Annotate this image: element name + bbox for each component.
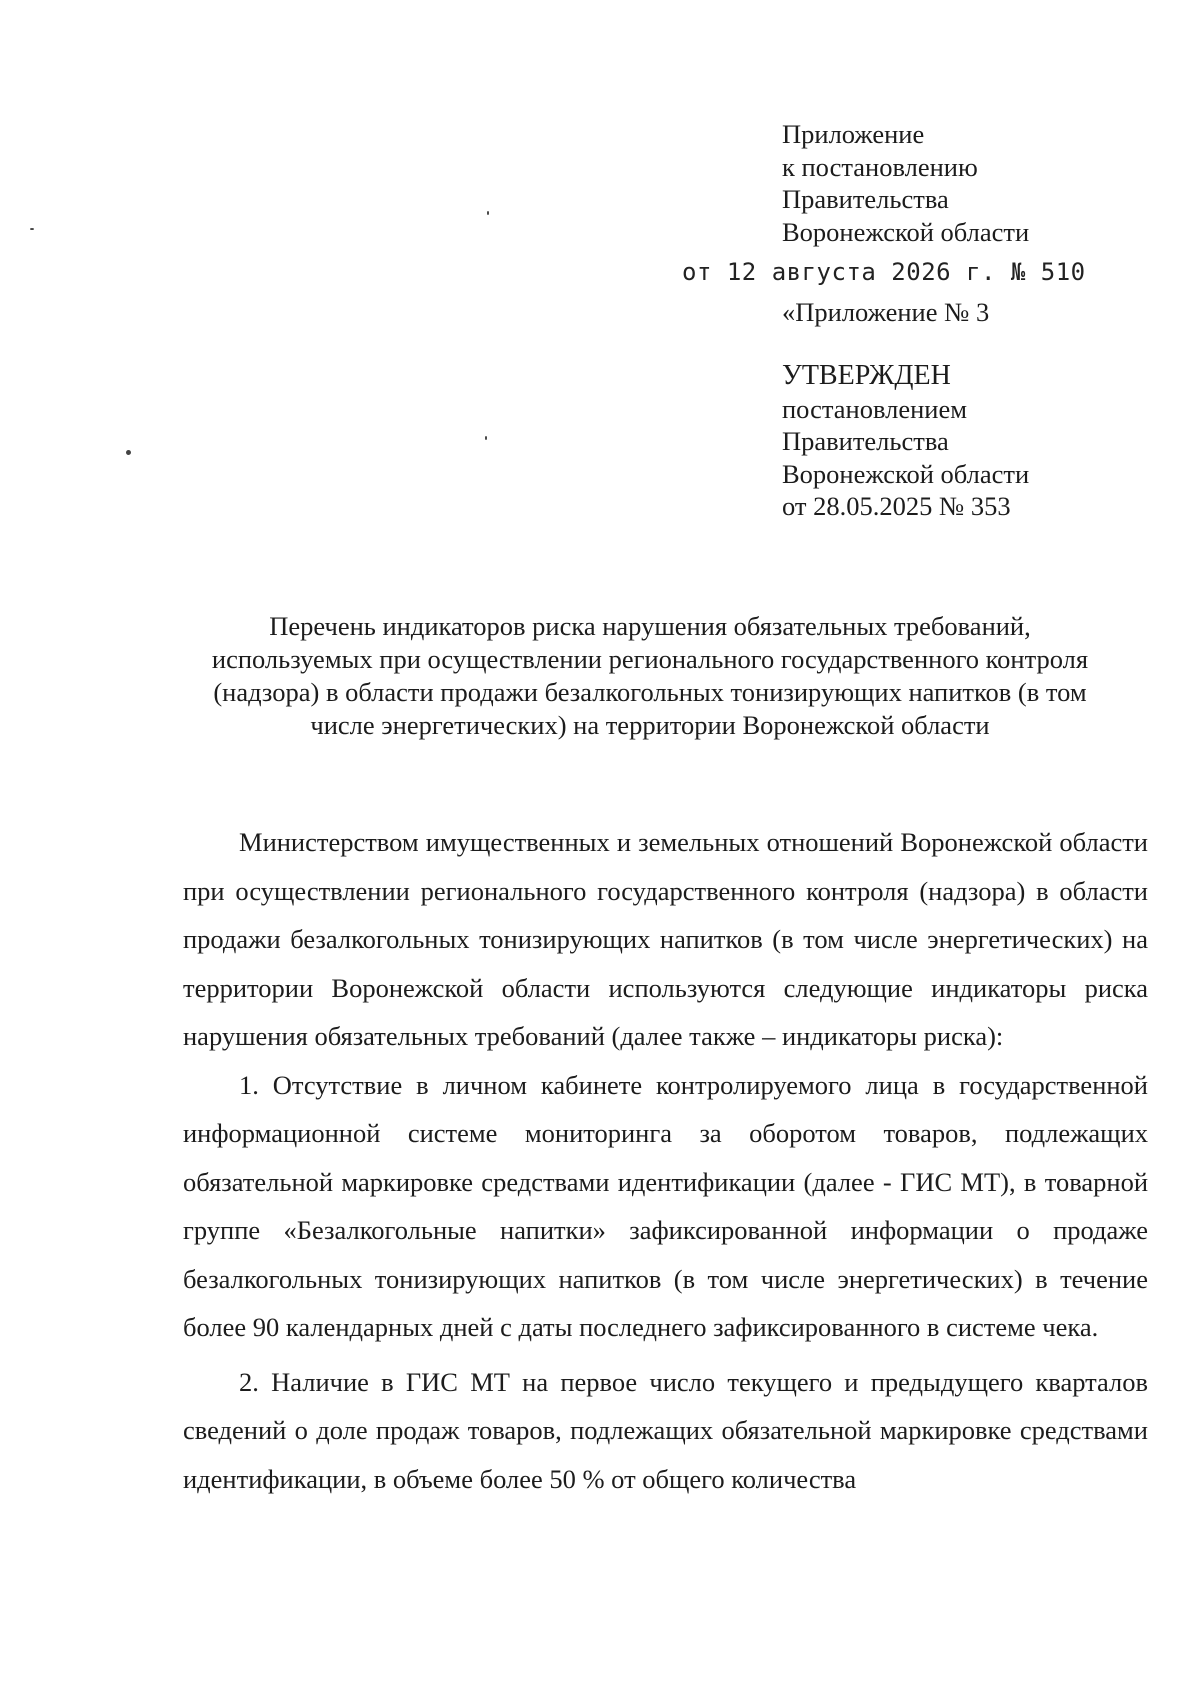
document-body	[183, 818, 1148, 1503]
scan-speck	[30, 228, 34, 230]
approval-line-5: от 28.05.2025 № 353	[782, 491, 1011, 521]
scan-speck	[485, 436, 487, 440]
title-line-3: (надзора) в области продажи безалкогольных тонизирующих напитков (в том	[213, 677, 1087, 707]
approval-line-4: Воронежской области	[782, 458, 1030, 489]
approval-line-2: постановлением	[782, 393, 967, 424]
annex-header	[782, 118, 1029, 248]
title-line-4: числе энергетических) на территории Воронежской области	[310, 710, 990, 740]
annex-number: «Приложение № 3	[782, 297, 990, 327]
scan-speck	[487, 211, 489, 215]
approval-heading: УТВЕРЖДЕН	[782, 360, 951, 391]
annex-header-line-1: Приложение	[782, 119, 925, 149]
annex-header-line-2: к постановлению	[782, 151, 978, 182]
intro-paragraph: Министерством имущественных и земельных отношений Воронежской области при осуществлении регионального государственного контроля (надзора) в области продажи безалкогольных тонизирующих напитков (в том числе энергетических) на территории Воронежской области используются следующие индикаторы риска нарушения обязательных требований (далее также – индикаторы риска):	[183, 827, 1148, 1051]
annex-header-line-4: Воронежской области	[782, 216, 1030, 247]
title-line-2: используемых при осуществлении регионального государственного контроля	[211, 644, 1089, 674]
document-title	[150, 610, 1150, 742]
indicator-item-2: 2. Наличие в ГИС МТ на первое число текущего и предыдущего кварталов сведений о доле продаж товаров, подлежащих обязательной маркировке средствами идентификации, в объеме более 50 % от общего количества	[183, 1366, 1148, 1494]
registration-stamp: от 12 августа 2026 г. № 510	[682, 258, 1086, 286]
indicator-item-1: 1. Отсутствие в личном кабинете контролируемого лица в государственной информационной системе мониторинга за оборотом товаров, подлежащих обязательной маркировке средствами идентификации (далее - ГИС МТ), в товарной группе «Безалкогольные напитки» зафиксированной информации о продаже безалкогольных тонизирующих напитков (в том числе энергетических) в течение более 90 календарных дней с даты последнего зафиксированного в системе чека.	[183, 1069, 1148, 1342]
title-line-1: Перечень индикаторов риска нарушения обязательных требований,	[269, 611, 1031, 641]
annex-header-line-3: Правительства	[782, 184, 949, 214]
approval-block	[782, 360, 1029, 523]
approval-line-3: Правительства	[782, 426, 949, 456]
scan-speck	[126, 450, 131, 455]
